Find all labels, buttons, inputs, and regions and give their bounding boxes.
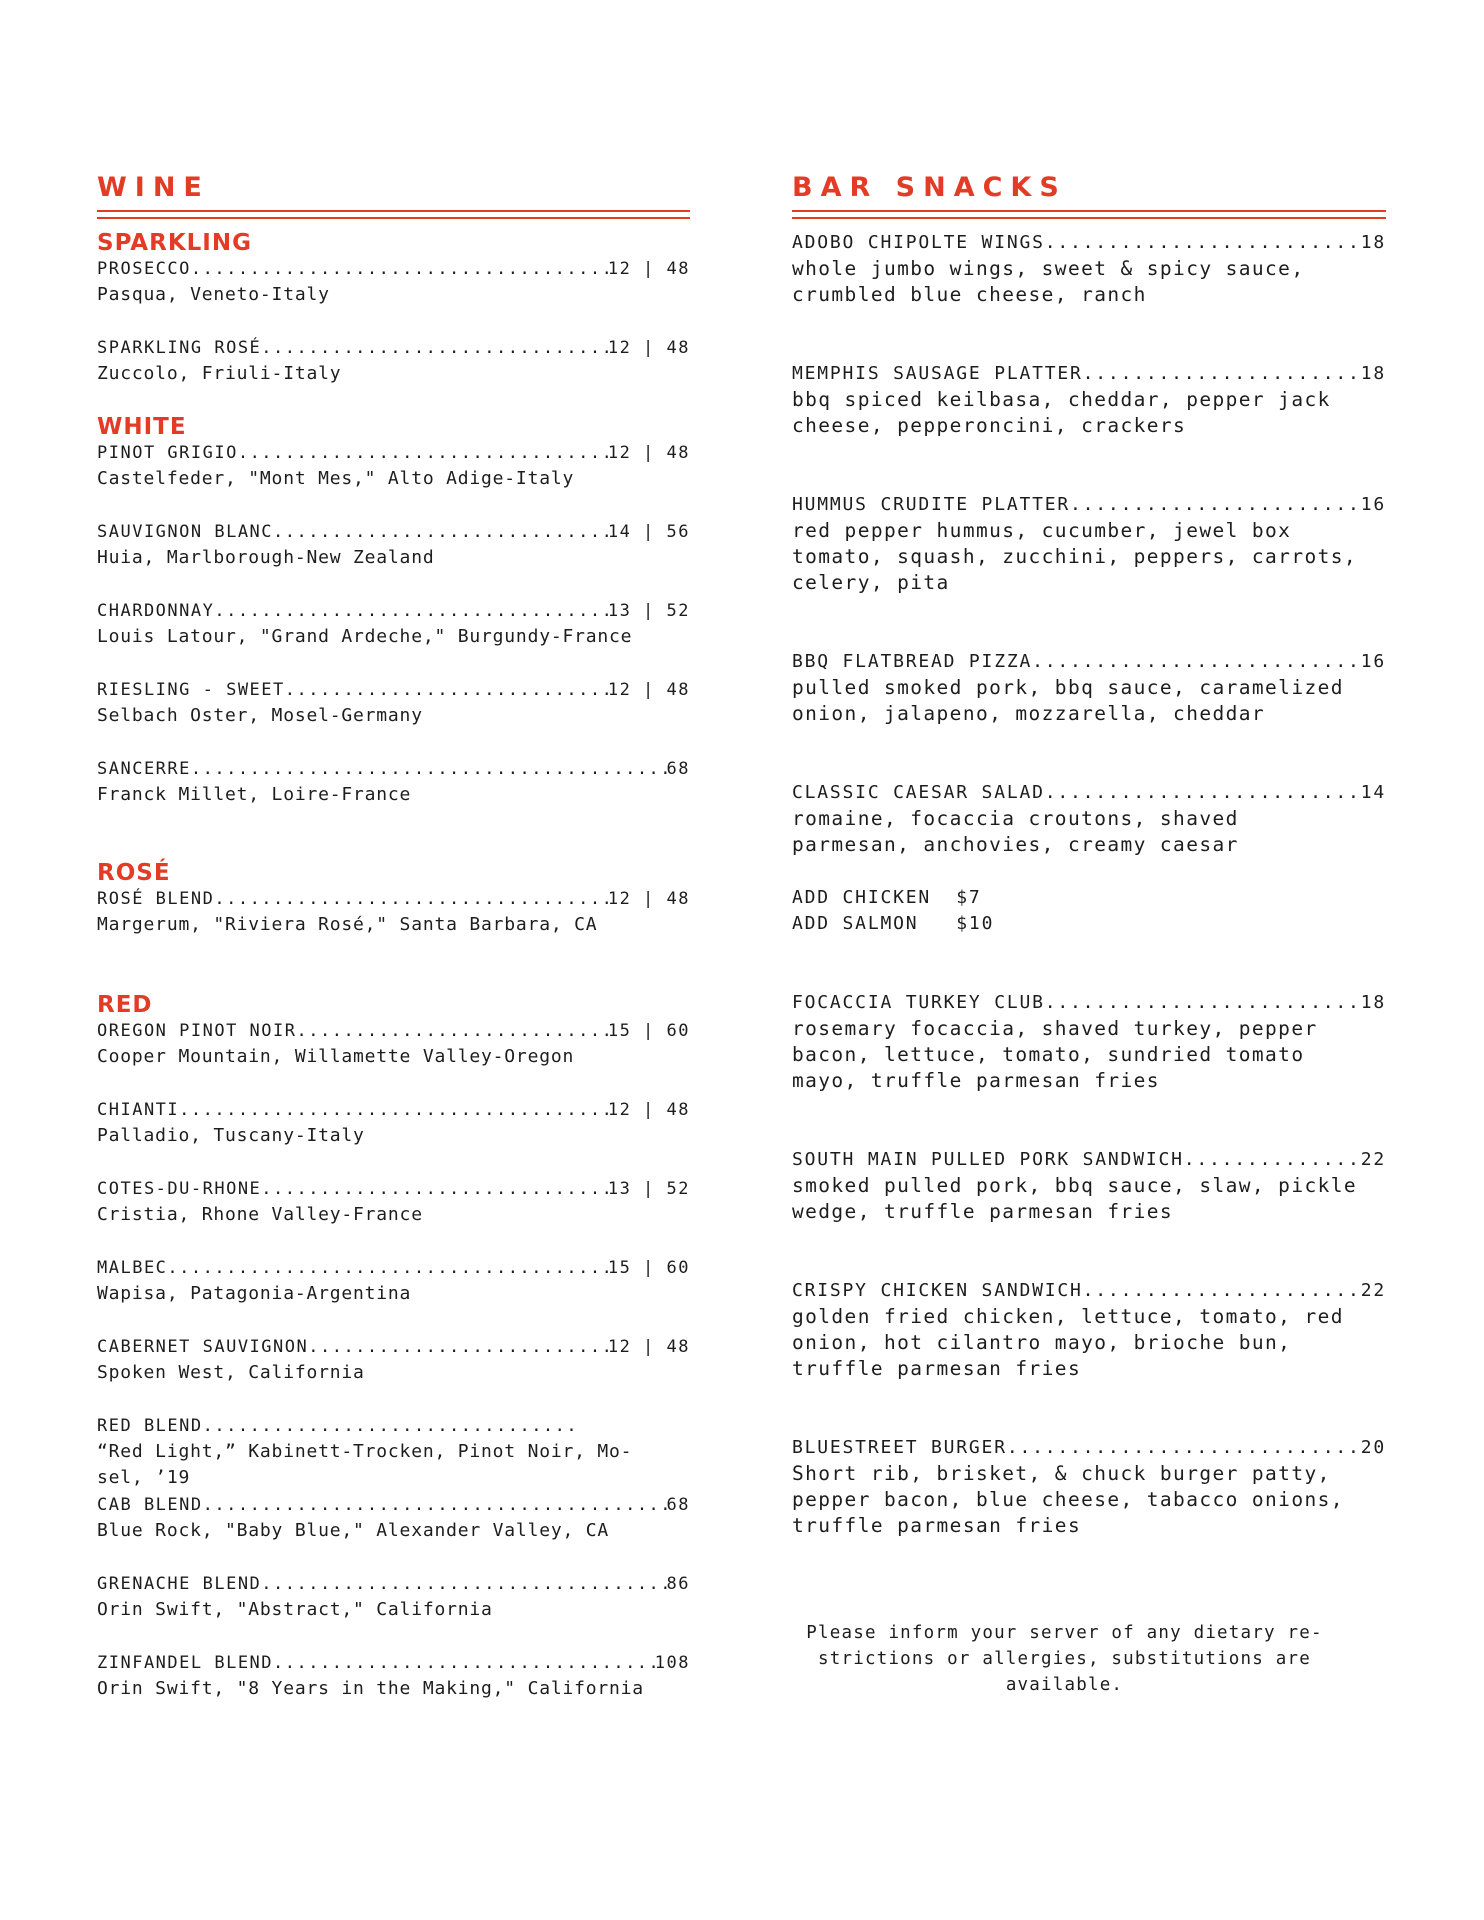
wine-name: MALBEC bbox=[97, 1258, 168, 1278]
snack-name: FOCACCIA TURKEY CLUB bbox=[792, 992, 1045, 1013]
wine-item-zinfandel-blend bbox=[97, 1650, 690, 1702]
leader-dots bbox=[214, 886, 607, 912]
snack-price: 16 bbox=[1360, 651, 1386, 672]
snack-price: 22 bbox=[1360, 1149, 1386, 1170]
wine-name: ZINFANDEL BLEND bbox=[97, 1653, 274, 1673]
wine-name: PINOT GRIGIO bbox=[97, 443, 238, 463]
snack-price: 14 bbox=[1360, 782, 1386, 803]
wine-price: 68 bbox=[666, 759, 690, 779]
wine-desc: Palladio, Tuscany-Italy bbox=[97, 1125, 365, 1146]
wine-item-sauvignon-blanc bbox=[97, 519, 690, 571]
leader-dots bbox=[179, 1097, 608, 1123]
snack-name: BBQ FLATBREAD PIZZA bbox=[792, 651, 1033, 672]
leader-dots bbox=[1083, 1278, 1361, 1304]
snack-desc: whole jumbo wings, sweet & spicy sauce, crumbled blue cheese, ranch bbox=[792, 257, 1305, 306]
snack-name: CLASSIC CAESAR SALAD bbox=[792, 782, 1045, 803]
snack-item-turkey-club bbox=[792, 990, 1386, 1094]
white-heading: WHITE bbox=[97, 414, 187, 440]
wine-name: SANCERRE bbox=[97, 759, 191, 779]
wine-item-pinot-grigio bbox=[97, 440, 690, 492]
leader-dots bbox=[261, 335, 608, 361]
addon-salmon bbox=[792, 911, 1386, 937]
wine-name: CHARDONNAY bbox=[97, 601, 215, 621]
leader-dots bbox=[308, 1334, 608, 1360]
wine-name: CABERNET SAUVIGNON bbox=[97, 1337, 309, 1357]
wine-name: SAUVIGNON BLANC bbox=[97, 522, 274, 542]
wine-desc: Franck Millet, Loire-France bbox=[97, 784, 412, 805]
wine-name: RIESLING - SWEET bbox=[97, 680, 285, 700]
addon-label: ADD CHICKEN bbox=[792, 887, 932, 908]
wine-item-cotes-du-rhone bbox=[97, 1176, 690, 1228]
wine-price: 12 | 48 bbox=[607, 680, 690, 700]
wine-price: 12 | 48 bbox=[607, 338, 690, 358]
wine-desc: Cooper Mountain, Willamette Valley-Oregon bbox=[97, 1046, 575, 1067]
leader-dots bbox=[191, 256, 608, 282]
snack-desc: Short rib, brisket, & chuck burger patty, pepper bacon, blue cheese, tabacco onions, truffle parmesan fries bbox=[792, 1462, 1344, 1537]
wine-price: 86 bbox=[666, 1574, 690, 1594]
wine-desc: Orin Swift, "8 Years in the Making," California bbox=[97, 1678, 644, 1699]
snack-item-flatbread-pizza bbox=[792, 649, 1386, 727]
wine-price: 14 | 56 bbox=[607, 522, 690, 542]
wine-item-riesling bbox=[97, 677, 690, 729]
snacks-title: BAR SNACKS bbox=[792, 172, 1067, 203]
wine-desc: “Red Light,” Kabinett-Trocken, Pinot Noir, Mo- sel, ’19 bbox=[97, 1441, 633, 1488]
snack-desc: rosemary focaccia, shaved turkey, pepper bacon, lettuce, tomato, sundried tomato mayo, truffle parmesan fries bbox=[792, 1017, 1318, 1092]
wine-name: SPARKLING ROSÉ bbox=[97, 338, 262, 358]
snack-name: BLUESTREET BURGER bbox=[792, 1437, 1007, 1458]
snack-price: 20 bbox=[1360, 1437, 1386, 1458]
leader-dots bbox=[1083, 361, 1361, 387]
leader-dots bbox=[191, 756, 667, 782]
wine-price: 108 bbox=[654, 1653, 690, 1673]
wine-name: PROSECCO bbox=[97, 259, 191, 279]
snack-desc: bbq spiced keilbasa, cheddar, pepper jack cheese, pepperoncini, crackers bbox=[792, 388, 1331, 437]
wine-desc: Castelfeder, "Mont Mes," Alto Adige-Italy bbox=[97, 468, 575, 489]
wine-price: 12 | 48 bbox=[607, 1337, 690, 1357]
snack-item-caesar-salad bbox=[792, 780, 1386, 858]
wine-item-red-blend bbox=[97, 1413, 690, 1491]
leader-dots bbox=[285, 677, 608, 703]
snacks-column bbox=[792, 168, 1386, 1539]
snack-price: 22 bbox=[1360, 1280, 1386, 1301]
leader-dots bbox=[203, 1492, 667, 1518]
wine-item-chardonnay bbox=[97, 598, 690, 650]
snack-price: 18 bbox=[1360, 992, 1386, 1013]
wine-desc: Blue Rock, "Baby Blue," Alexander Valley, CA bbox=[97, 1520, 610, 1541]
wine-name: GRENACHE BLEND bbox=[97, 1574, 262, 1594]
wine-price: 12 | 48 bbox=[607, 889, 690, 909]
leader-dots bbox=[261, 1571, 666, 1597]
wine-price: 12 | 48 bbox=[607, 1100, 690, 1120]
leader-dots bbox=[1045, 230, 1361, 256]
leader-dots bbox=[1184, 1147, 1361, 1173]
wine-price: 12 | 48 bbox=[607, 259, 690, 279]
snack-item-sausage-platter bbox=[792, 361, 1386, 439]
snack-price: 16 bbox=[1360, 494, 1386, 515]
snack-item-burger bbox=[792, 1435, 1386, 1539]
wine-price: 13 | 52 bbox=[607, 601, 690, 621]
wine-item-cab-blend bbox=[97, 1492, 690, 1544]
wine-item-cabernet-sauvignon bbox=[97, 1334, 690, 1386]
wine-desc: Selbach Oster, Mosel-Germany bbox=[97, 705, 423, 726]
wine-item-oregon-pinot-noir bbox=[97, 1018, 690, 1070]
snack-name: CRISPY CHICKEN SANDWICH bbox=[792, 1280, 1083, 1301]
leader-dots bbox=[1045, 990, 1361, 1016]
addon-price: $7 bbox=[956, 887, 982, 908]
wine-desc: Spoken West, California bbox=[97, 1362, 365, 1383]
wine-item-grenache-blend bbox=[97, 1571, 690, 1623]
wine-item-sancerre bbox=[97, 756, 690, 808]
wine-price: 15 | 60 bbox=[607, 1021, 690, 1041]
addon-price: $10 bbox=[956, 913, 995, 934]
leader-dots bbox=[297, 1018, 608, 1044]
leader-dots bbox=[238, 440, 608, 466]
snack-item-pulled-pork bbox=[792, 1147, 1386, 1225]
sparkling-heading: SPARKLING bbox=[97, 230, 252, 256]
leader-dots bbox=[167, 1255, 607, 1281]
wine-name: OREGON PINOT NOIR bbox=[97, 1021, 297, 1041]
dietary-note: Please inform your server of any dietary re- strictions or allergies, substitutions are available. bbox=[806, 1623, 1323, 1695]
leader-dots bbox=[1070, 492, 1361, 518]
wine-name: CAB BLEND bbox=[97, 1495, 203, 1515]
red-heading: RED bbox=[97, 992, 153, 1018]
salad-addons bbox=[792, 885, 1386, 937]
addon-label: ADD SALMON bbox=[792, 913, 919, 934]
snack-item-hummus-platter bbox=[792, 492, 1386, 596]
wine-desc: Louis Latour, "Grand Ardeche," Burgundy-France bbox=[97, 626, 633, 647]
wine-name: RED BLEND bbox=[97, 1416, 203, 1436]
snack-desc: golden fried chicken, lettuce, tomato, red onion, hot cilantro mayo, brioche bun, truffle parmesan fries bbox=[792, 1305, 1344, 1380]
wine-price: 15 | 60 bbox=[607, 1258, 690, 1278]
leader-dots bbox=[1032, 649, 1361, 675]
wine-desc: Pasqua, Veneto-Italy bbox=[97, 284, 330, 305]
rose-heading: ROSÉ bbox=[97, 860, 171, 886]
wine-item-malbec bbox=[97, 1255, 690, 1307]
wine-item-rose-blend bbox=[97, 886, 690, 938]
wine-desc: Cristia, Rhone Valley-France bbox=[97, 1204, 423, 1225]
snack-name: SOUTH MAIN PULLED PORK SANDWICH bbox=[792, 1149, 1184, 1170]
wine-desc: Huia, Marlborough-New Zealand bbox=[97, 547, 435, 568]
leader-dots bbox=[214, 598, 607, 624]
snack-name: MEMPHIS SAUSAGE PLATTER bbox=[792, 363, 1083, 384]
wine-desc: Zuccolo, Friuli-Italy bbox=[97, 363, 342, 384]
wine-item-prosecco bbox=[97, 256, 690, 308]
leader-dots bbox=[203, 1413, 579, 1439]
wine-title: WINE bbox=[97, 172, 210, 203]
leader-dots bbox=[1045, 780, 1361, 806]
wine-name: ROSÉ BLEND bbox=[97, 889, 215, 909]
wine-price: 68 bbox=[666, 1495, 690, 1515]
wine-title-rule bbox=[97, 210, 690, 219]
snack-desc: smoked pulled pork, bbq sauce, slaw, pickle wedge, truffle parmesan fries bbox=[792, 1174, 1358, 1223]
leader-dots bbox=[1007, 1435, 1361, 1461]
snack-name: ADOBO CHIPOLTE WINGS bbox=[792, 232, 1045, 253]
wine-desc: Wapisa, Patagonia-Argentina bbox=[97, 1283, 412, 1304]
snack-name: HUMMUS CRUDITE PLATTER bbox=[792, 494, 1071, 515]
leader-dots bbox=[261, 1176, 608, 1202]
wine-item-sparkling-rose bbox=[97, 335, 690, 387]
snack-price: 18 bbox=[1360, 363, 1386, 384]
wine-column bbox=[97, 168, 690, 1702]
snack-desc: romaine, focaccia croutons, shaved parmesan, anchovies, creamy caesar bbox=[792, 807, 1239, 856]
snacks-title-rule bbox=[792, 210, 1386, 219]
snack-item-crispy-chicken bbox=[792, 1278, 1386, 1382]
leader-dots bbox=[273, 1650, 655, 1676]
snack-item-wings bbox=[792, 230, 1386, 308]
wine-name: CHIANTI bbox=[97, 1100, 180, 1120]
wine-price: 12 | 48 bbox=[607, 443, 690, 463]
addon-chicken bbox=[792, 885, 1386, 911]
leader-dots bbox=[273, 519, 608, 545]
snack-desc: pulled smoked pork, bbq sauce, caramelized onion, jalapeno, mozzarella, cheddar bbox=[792, 676, 1344, 725]
snack-desc: red pepper hummus, cucumber, jewel box tomato, squash, zucchini, peppers, carrots, celery, pita bbox=[792, 519, 1358, 594]
wine-item-chianti bbox=[97, 1097, 690, 1149]
snack-price: 18 bbox=[1360, 232, 1386, 253]
wine-desc: Orin Swift, "Abstract," California bbox=[97, 1599, 493, 1620]
wine-desc: Margerum, "Riviera Rosé," Santa Barbara, CA bbox=[97, 914, 598, 935]
wine-name: COTES-DU-RHONE bbox=[97, 1179, 262, 1199]
wine-price: 13 | 52 bbox=[607, 1179, 690, 1199]
